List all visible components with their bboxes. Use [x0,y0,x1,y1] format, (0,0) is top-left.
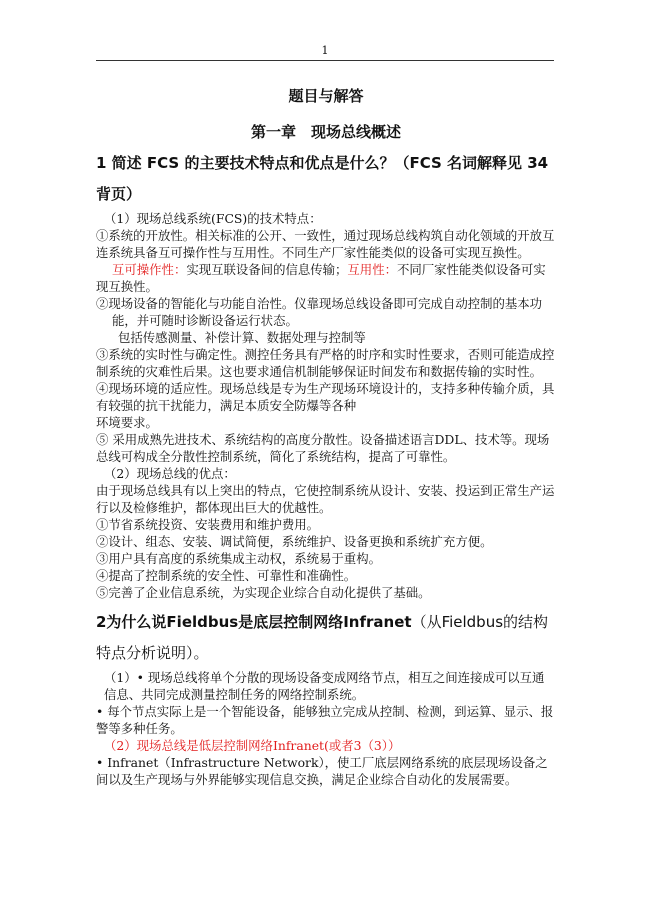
q1-intro: （1）现场总线系统(FCS)的技术特点： [104,211,322,226]
q1-point-3: ③系统的实时性与确定性。测控任务具有严格的时序和实时性要求，否则可能造成控制系统的灾难性后果。这也要求通信机制能够保证时间发布和数据传输的实时性。 [96,347,555,379]
term-interchangeability-def: 不同厂家性能类似设备可实现互换性。 [96,262,546,294]
q1-advantages-intro: （2）现场总线的优点： [104,466,236,481]
q2-point-1: （1）• 现场总线将单个分散的现场设备变成网络节点，相互之间连接成可以互通信息、共同完成测量控制任务的网络控制系统。 [104,670,545,702]
q2-point-3: （2）现场总线是低层控制网络Infranet(或者3（3）） [104,738,401,753]
header-rule [96,60,554,61]
q2-point-2: • 每个节点实际上是一个智能设备，能够独立完成从控制、检测，到运算、显示、报警等多种任务。 [96,704,554,736]
term-interoperability-def: 实现互联设备间的信息传输； [186,262,348,277]
q2-heading-main: 2为什么说Fieldbus是底层控制网络Infranet [96,613,412,631]
q1-point-4: ④现场环境的适应性。现场总线是专为生产现场环境设计的，支持多种传输介质，具有较强的抗干扰能力，满足本质安全防爆等各种 [96,381,555,413]
term-interoperability: 互可操作性： [112,262,187,277]
q1-point-2-detail: 包括传感测量、补偿计算、数据处理与控制等 [118,330,366,345]
q1-advantage-3: ③用户具有高度的系统集成主动权，系统易于重构。 [96,551,381,566]
question-2-heading [96,607,556,669]
q1-point-4-cont: 环境要求。 [96,415,158,430]
chapter-title: 第一章 现场总线概述 [250,123,401,141]
q2-point-4: • Infranet（Infrastructure Network），使工厂底层网络系统的底层现场设备之间以及生产现场与外界能够实现信息交换，满足企业综合自动化的发展需要。 [96,755,548,787]
q1-point-5: ⑤ 采用成熟先进技术、系统结构的高度分散性。设备描述语言DDL、技术等。现场总线可构成全分散性控制系统，简化了系统结构，提高了可靠性。 [96,432,550,464]
q1-advantages-text: 由于现场总线具有以上突出的特点，它使控制系统从设计、安装、投运到正常生产运行以及检修维护，都体现出巨大的优越性。 [96,483,555,515]
q1-point-1: ①系统的开放性。相关标准的公开、一致性，通过现场总线构筑自动化领域的开放互连系统具备互可操作性与互用性。不同生产厂家性能类似的设备可实现互换性。 [96,228,555,260]
q1-advantage-2: ②设计、组态、安装、调试简便，系统维护、设备更换和系统扩充方便。 [96,534,493,549]
q2-heading-note: （从Fieldbus的结构特点分析说明）。 [96,613,549,662]
q1-advantage-4: ④提高了控制系统的安全性、可靠性和准确性。 [96,568,357,583]
q1-definitions [96,261,556,295]
document-title: 题目与解答 [288,87,364,105]
question-1-heading: 1 简述 FCS 的主要技术特点和优点是什么？（FCS 名词解释见 34 背页） [96,154,549,203]
document-body [96,86,556,788]
term-interchangeability: 互用性： [347,262,397,277]
q1-advantage-5: ⑤完善了企业信息系统，为实现企业综合自动化提供了基础。 [96,585,431,600]
q1-point-2: ②现场设备的智能化与功能自治性。仪靠现场总线设备即可完成自动控制的基本功能，并可随时诊断设备运行状态。 [96,296,543,328]
q1-advantage-1: ①节省系统投资、安装费用和维护费用。 [96,517,320,532]
page-number: 1 [321,44,329,57]
